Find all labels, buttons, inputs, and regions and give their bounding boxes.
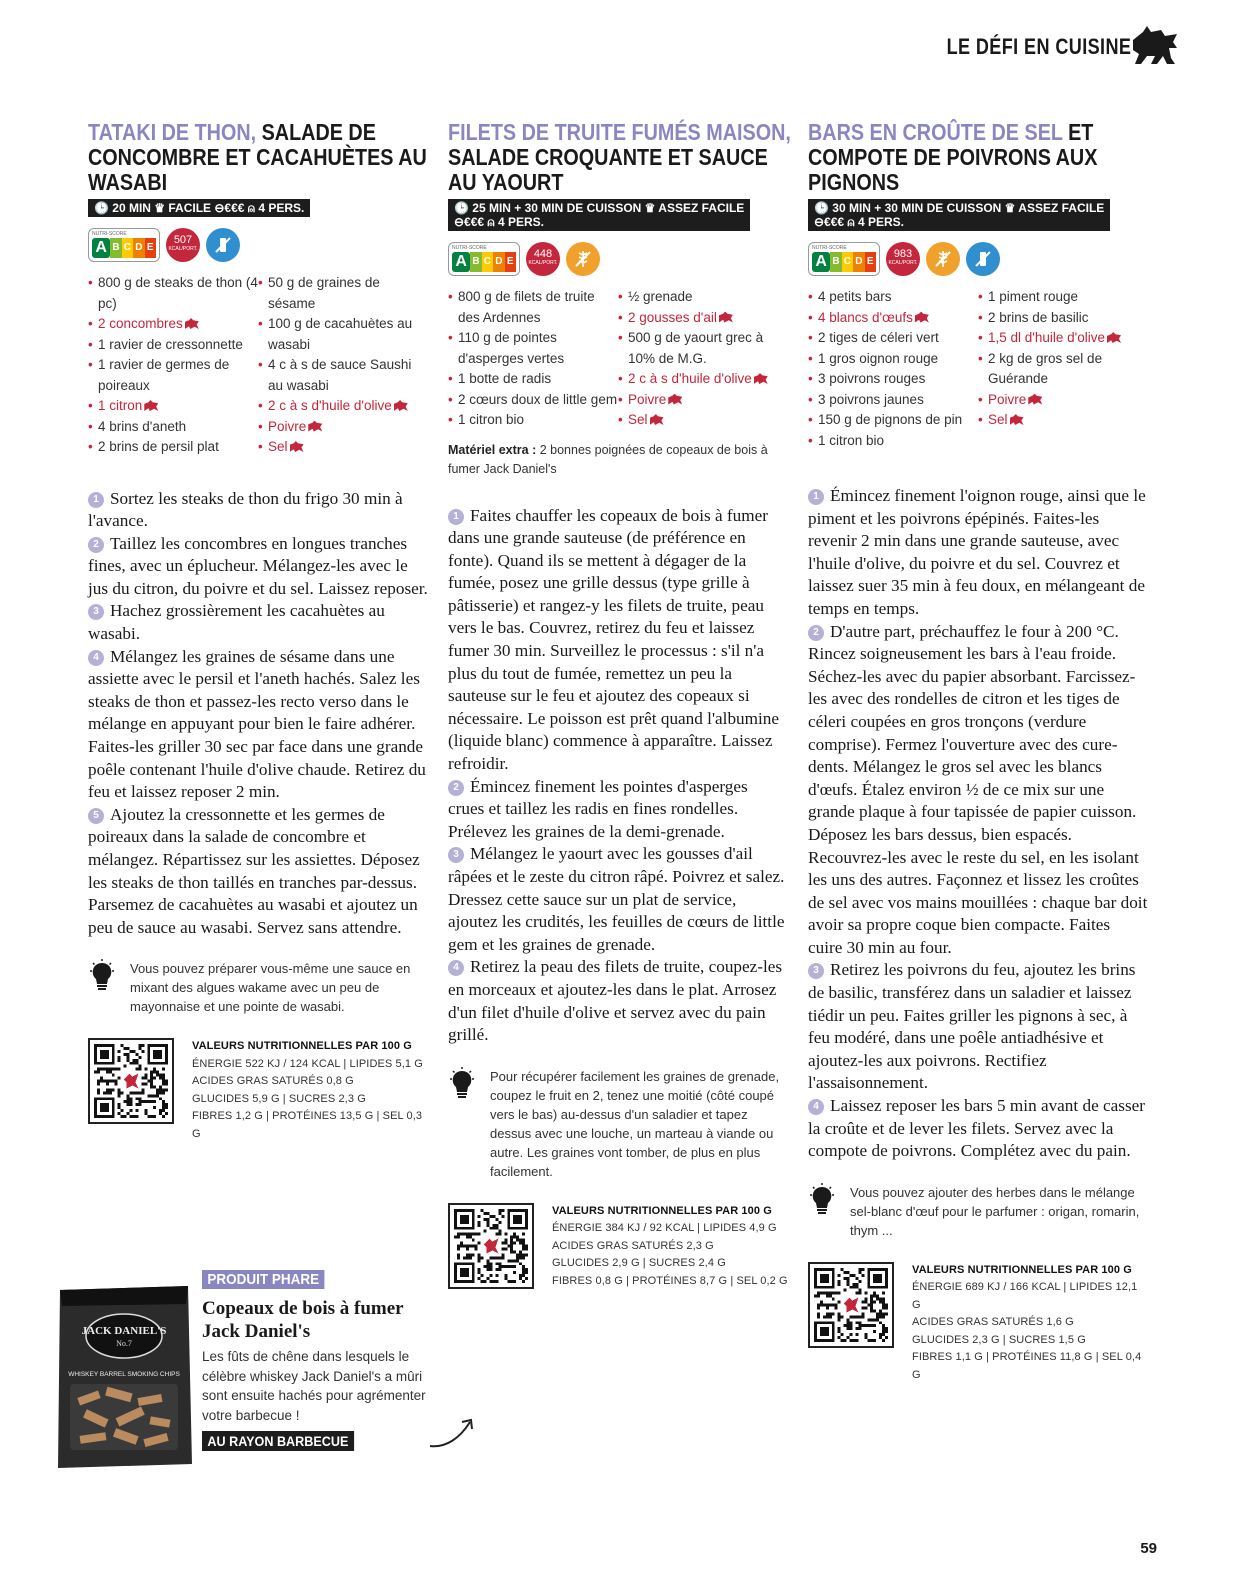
- ingredient-item: • 2 brins de persil plat: [88, 437, 258, 458]
- delhaize-lion-icon: [915, 312, 929, 323]
- recipe-steps: [448, 505, 788, 1047]
- svg-text:No.7: No.7: [116, 1339, 132, 1348]
- ingredient-item: • 1 botte de radis: [448, 369, 618, 390]
- recipe-meta: 🕒 30 MIN + 30 MIN DE CUISSON ♛ ASSEZ FACILE ⊖€€€ ⍝ 4 PERS.: [808, 199, 1110, 231]
- ingredient-item: • 1 citron bio: [808, 431, 978, 452]
- delhaize-lion-icon: [650, 414, 664, 425]
- ingredient-item: • 800 g de filets de truite des Ardennes: [448, 287, 618, 328]
- ingredients-list: [808, 287, 1148, 451]
- nutrition-block: VALEURS NUTRITIONNELLES PAR 100 G ÉNERGIE 689 KJ / 166 KCAL | LIPIDES 12,1 G ACIDES GRAS SATURÉS 1,6 G GLUCIDES 2,3 G | SUCRES 1,5 G FIBRES 1,1 G | PROTÉINES 11,8 G | SEL 0,4 G: [808, 1262, 1148, 1385]
- delhaize-lion-icon: [394, 400, 408, 411]
- recipe-truite: [448, 119, 791, 1290]
- ingredient-item: • 50 g de graines de sésame: [258, 273, 428, 314]
- ingredient-item: • 800 g de steaks de thon (4 pc): [88, 273, 258, 314]
- ingredient-item: • 2 tiges de céleri vert: [808, 328, 978, 349]
- ingredients-list: [88, 273, 428, 458]
- recipe-step: 2 Émincez finement les pointes d'asperges crues et taillez les radis en fines rondelles. Prélevez les graines de la demi-grenade.: [448, 776, 748, 841]
- nutri-score-badge: NUTRI-SCORE A B C D E: [448, 242, 520, 276]
- kcal-badge: 448 KCAL/PORT.: [526, 242, 560, 276]
- ingredient-item: • 4 blancs d'œufs: [808, 308, 978, 329]
- product-description: Les fûts de chêne dans lesquels le célèbre whiskey Jack Daniel's a mûri sont ensuite hachés pour agrémenter votre barbecue !: [202, 1349, 426, 1423]
- ingredient-item: • 3 poivrons rouges: [808, 369, 978, 390]
- recipe-step: 1 Sortez les steaks de thon du frigo 30 min à l'avance.: [88, 488, 403, 531]
- delhaize-lion-icon: [719, 312, 733, 323]
- nutrition-block: VALEURS NUTRITIONNELLES PAR 100 G ÉNERGIE 522 KJ / 124 KCAL | LIPIDES 5,1 G ACIDES GRAS SATURÉS 0,8 G GLUCIDES 5,9 G | SUCRES 2,3 G FIBRES 1,2 G | PROTÉINES 13,5 G | SEL 0,3 G: [88, 1038, 428, 1143]
- recipe-tip: Pour récupérer facilement les graines de grenade, coupez le fruit en 2, tenez une moitié (côté coupé vers le bas) au-dessus d'un saladier et tapez dessus avec une louche, un marteau à viande ou autre. Les graines vont tomber, de plus en plus facilement.: [448, 1067, 788, 1181]
- recipe-step: 4 Laissez reposer les bars 5 min avant de casser la croûte et de lever les filets. Servez avec la compote de poivrons. Complétez avec du pain.: [808, 1096, 1145, 1161]
- ingredient-item: • Poivre: [258, 417, 428, 438]
- recipe-tip: Vous pouvez préparer vous-même une sauce en mixant des algues wakame avec un peu de mayonnaise et une pointe de wasabi.: [88, 959, 428, 1016]
- recipe-step: 1 Émincez finement l'oignon rouge, ainsi que le piment et les poivrons épépinés. Faites-les revenir 2 min dans une grande sauteuse, avec l'huile d'olive, du poivre et du sel. Couvrez et laissez suer 35 min à feu doux, en mélangeant de temps en temps.: [808, 486, 1146, 618]
- ingredient-item: • 2 gousses d'ail: [618, 308, 788, 329]
- ingredient-item: • 3 poivrons jaunes: [808, 390, 978, 411]
- featured-product: [54, 1270, 434, 1470]
- ingredient-item: • 2 brins de basilic: [978, 308, 1148, 329]
- recipe-step: 2 D'autre part, préchauffez le four à 200 °C. Rincez soigneusement les bars à l'eau froide. Séchez-les avec du papier absorbant. Farcissez-les avec des rondelles de citron et les tiges de céleri coupées en gros tronçons (verdure comprise). Fermez l'ouverture avec des cure-dents. Mélangez le gros sel avec les blancs d'œufs. Étalez environ ½ de ce mix sur une grande plaque à four tapissée de papier cuisson. Déposez les bars dessus, bien espacés. Recouvrez-les avec le reste du sel, en les isolant les uns des autres. Façonnez et lissez les croûtes de sel avec vos mains mouillées : chaque bar doit avoir sa propre coque bien compacte. Faites cuire 30 min au four.: [808, 621, 1148, 957]
- ingredient-item: • 4 c à s de sauce Saushi au wasabi: [258, 355, 428, 396]
- recipe-step: 3 Hachez grossièrement les cacahuètes au wasabi.: [88, 601, 385, 644]
- gluten-free-icon: [926, 242, 960, 276]
- ingredient-item: • 2 cœurs doux de little gem: [448, 390, 618, 411]
- recipe-step: 3 Mélangez le yaourt avec les gousses d'ail râpées et le zeste du citron râpé. Poivrez et salez. Dressez cette sauce sur un plat de service, ajoutez les crudités, les feuilles de cœurs de little gem et les graines de grenade.: [448, 844, 785, 954]
- ingredient-item: • 2 c à s d'huile d'olive: [258, 396, 428, 417]
- product-title: Copeaux de bois à fumer Jack Daniel's: [202, 1298, 404, 1342]
- delhaize-lion-icon: [185, 318, 199, 329]
- recipe-step: 4 Mélangez les graines de sésame dans une assiette avec le persil et l'aneth hachés. Salez les steaks de thon et passez-les recto verso dans le mélange en appuyant pour bien le faire adhérer. Faites-les griller 30 sec par face dans une grande poêle contenant l'huile d'olive chaude. Retirez du feu et laissez reposer 2 min.: [88, 646, 426, 802]
- recipe-step: 5 Ajoutez la cressonnette et les germes de poireaux dans la salade de concombre et mélangez. Répartissez sur les assiettes. Déposez les steaks de thon taillés en tranches par-dessus. Parsemez de cacahuètes au wasabi et ajoutez un peu de sauce au wasabi. Servez sans attendre.: [88, 804, 420, 937]
- delhaize-lion-logo: [1131, 26, 1179, 66]
- ingredient-item: • Poivre: [978, 390, 1148, 411]
- product-bag-image: [54, 1284, 194, 1470]
- recipe-title: FILETS DE TRUITE FUMÉS MAISON, SALADE CROQUANTE ET SAUCE AU YAOURT: [448, 119, 791, 195]
- ingredient-item: • Sel: [618, 410, 788, 431]
- page-number: 59: [1140, 1540, 1157, 1557]
- ingredient-item: • 1 citron: [88, 396, 258, 417]
- ingredient-item: • 2 kg de gros sel de Guérande: [978, 349, 1148, 390]
- page-header-title: LE DÉFI EN CUISINE: [946, 34, 1131, 59]
- recipe-tataki: [88, 120, 428, 1143]
- delhaize-lion-icon: [308, 421, 322, 432]
- lightbulb-icon: [88, 959, 116, 993]
- delhaize-lion-icon: [668, 394, 682, 405]
- kcal-badge: 507 KCAL/PORT.: [166, 228, 200, 262]
- recipe-step: 4 Retirez la peau des filets de truite, coupez-les en morceaux et ajoutez-les dans le plat. Arrosez d'un filet d'huile d'olive et servez avec du pain grillé.: [448, 957, 783, 1045]
- ingredient-item: • Sel: [978, 410, 1148, 431]
- delhaize-lion-icon: [1010, 414, 1024, 425]
- qr-code[interactable]: [88, 1038, 174, 1124]
- ingredient-item: • 1 piment rouge: [978, 287, 1148, 308]
- lactose-free-icon: [206, 228, 240, 262]
- product-tag: PRODUIT PHARE: [202, 1270, 325, 1289]
- ingredient-item: • Poivre: [618, 390, 788, 411]
- ingredient-item: • 4 petits bars: [808, 287, 978, 308]
- nutri-score-badge: NUTRI-SCORE A B C D E: [88, 228, 160, 262]
- ingredient-item: • 100 g de cacahuètes au wasabi: [258, 314, 428, 355]
- lightbulb-icon: [808, 1183, 836, 1217]
- delhaize-lion-icon: [1107, 332, 1121, 343]
- ingredient-item: • 1,5 dl d'huile d'olive: [978, 328, 1148, 349]
- lactose-free-icon: [966, 242, 1000, 276]
- nutri-score-badge: NUTRI-SCORE A B C D E: [808, 242, 880, 276]
- delhaize-lion-icon: [144, 400, 158, 411]
- ingredient-item: • 1 gros oignon rouge: [808, 349, 978, 370]
- ingredient-item: • 110 g de pointes d'asperges vertes: [448, 328, 618, 369]
- ingredient-item: • 4 brins d'aneth: [88, 417, 258, 438]
- recipe-bars: [808, 120, 1148, 1384]
- nutrition-block: VALEURS NUTRITIONNELLES PAR 100 G ÉNERGIE 384 KJ / 92 KCAL | LIPIDES 4,9 G ACIDES GRAS SATURÉS 2,3 G GLUCIDES 2,9 G | SUCRES 2,4 G FIBRES 0,8 G | PROTÉINES 8,7 G | SEL 0,2 G: [448, 1203, 788, 1291]
- bag-brand: JACK DANIEL'S: [81, 1325, 167, 1337]
- lightbulb-icon: [448, 1067, 476, 1101]
- recipe-step: 3 Retirez les poivrons du feu, ajoutez les brins de basilic, transférez dans un saladier et laissez tiédir un peu. Faites griller les pignons à sec, à feu modéré, dans une poêle antiadhésive et ajoutez-les aux poivrons. Rectifiez l'assaisonnement.: [808, 960, 1136, 1093]
- recipe-meta: 🕒 20 MIN ♛ FACILE ⊖€€€ ⍝ 4 PERS.: [88, 199, 310, 217]
- recipe-meta: 🕒 25 MIN + 30 MIN DE CUISSON ♛ ASSEZ FACILE ⊖€€€ ⍝ 4 PERS.: [448, 199, 750, 231]
- bag-sub: WHISKEY BARREL SMOKING CHIPS: [68, 1371, 180, 1378]
- ingredient-item: • 1 citron bio: [448, 410, 618, 431]
- delhaize-lion-icon: [754, 373, 768, 384]
- recipe-step: 1 Faites chauffer les copeaux de bois à fumer dans une grande sauteuse (de préférence en fonte). Quand ils se mettent à dégager de la fumée, posez une grille dessus (type grille à pâtisserie) et rangez-y les filets de truite, peau vers le bas. Couvrez, retirez du feu et laissez fumer 30 min. Surveillez le processus : s'il n'a plus du tout de fumée, remettez un peu la sauteuse sur le feu et ajoutez des copeaux si nécessaire. Le poisson est prêt quand l'albumine (liquide blanc) commence à apparaître. Laissez refroidir.: [448, 505, 779, 774]
- ingredient-item: • 2 concombres: [88, 314, 258, 335]
- ingredient-item: • 2 c à s d'huile d'olive: [618, 369, 788, 390]
- recipe-step: 2 Taillez les concombres en longues tranches fines, avec un éplucheur. Mélangez-les avec le jus du citron, du poivre et du sel. Laissez reposer.: [88, 533, 428, 598]
- recipe-title: TATAKI DE THON, SALADE DE CONCOMBRE ET CACAHUÈTES AU WASABI: [88, 119, 427, 195]
- recipe-title: BARS EN CROÛTE DE SEL ET COMPOTE DE POIVRONS AUX PIGNONS: [808, 119, 1098, 195]
- qr-code[interactable]: [808, 1262, 894, 1348]
- ingredient-item: • 500 g de yaourt grec à 10% de M.G.: [618, 328, 788, 369]
- extra-equipment: Matériel extra : 2 bonnes poignées de copeaux de bois à fumer Jack Daniel's: [448, 442, 768, 476]
- delhaize-lion-icon: [290, 441, 304, 452]
- kcal-badge: 983 KCAL/PORT.: [886, 242, 920, 276]
- ingredient-item: • 1 ravier de cressonnette: [88, 335, 258, 356]
- ingredient-item: • 1 ravier de germes de poireaux: [88, 355, 258, 396]
- ingredient-item: • 150 g de pignons de pin: [808, 410, 978, 431]
- recipe-steps: [88, 488, 428, 940]
- qr-code[interactable]: [448, 1203, 534, 1289]
- ingredients-list: [448, 287, 788, 431]
- ingredient-item: • Sel: [258, 437, 428, 458]
- gluten-free-icon: [566, 242, 600, 276]
- ingredient-item: • ½ grenade: [618, 287, 788, 308]
- recipe-tip: Vous pouvez ajouter des herbes dans le mélange sel-blanc d'œuf pour le parfumer : origan, romarin, thym ...: [808, 1183, 1148, 1240]
- product-rayon: AU RAYON BARBECUE: [202, 1431, 354, 1451]
- recipe-steps: [808, 485, 1148, 1163]
- delhaize-lion-icon: [1028, 394, 1042, 405]
- arrow-icon: [428, 1416, 476, 1450]
